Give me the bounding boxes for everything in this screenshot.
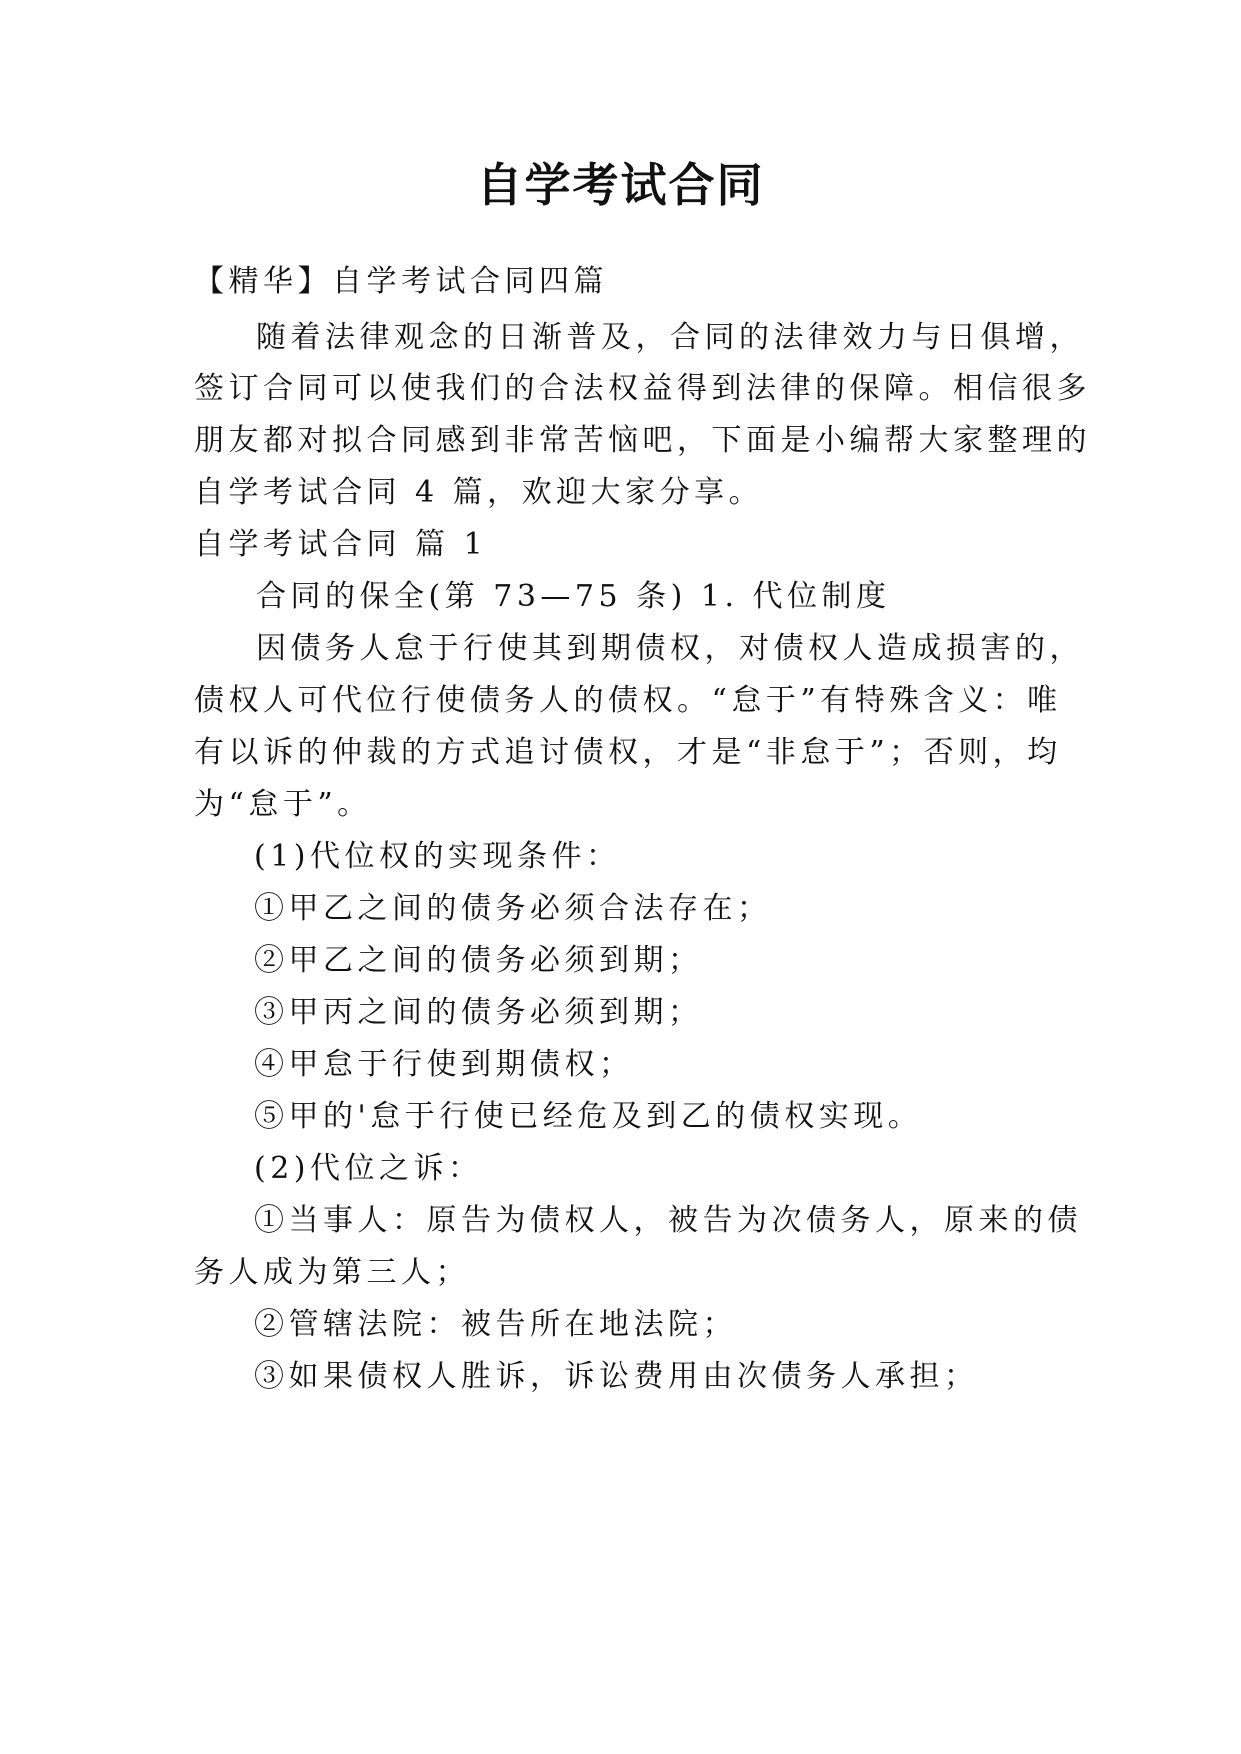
paragraph-line-2: 债权人可代位行使债务人的债权。“怠于”有特殊含义：唯 — [194, 683, 1062, 718]
section-heading: 自学考试合同 篇 1 — [194, 527, 488, 562]
paragraph-line-1: 因债务人怠于行使其到期债权，对债权人造成损害的， — [256, 631, 1084, 666]
intro-line-2: 签订合同可以使我们的合法权益得到法律的保障。相信很多 — [194, 371, 1091, 406]
condition-item-5: ⑤甲的'怠于行使已经危及到乙的债权实现。 — [254, 1099, 923, 1134]
lawsuit-item-1-line-1: ①当事人：原告为债权人，被告为次债务人，原来的债 — [254, 1203, 1082, 1238]
condition-item-1: ①甲乙之间的债务必须合法存在； — [254, 891, 772, 926]
intro-line-1: 随着法律观念的日渐普及，合同的法律效力与日俱增， — [256, 320, 1084, 355]
intro-line-3: 朋友都对拟合同感到非常苦恼吧，下面是小编帮大家整理的 — [194, 423, 1091, 458]
clause-heading: 合同的保全(第 73—75 条) 1. 代位制度 — [256, 579, 891, 614]
conditions-heading: (1)代位权的实现条件： — [254, 839, 621, 874]
paragraph-line-4: 为“怠于”。 — [194, 787, 372, 822]
condition-item-2: ②甲乙之间的债务必须到期； — [254, 943, 703, 978]
lawsuit-item-3: ③如果债权人胜诉，诉讼费用由次债务人承担； — [254, 1359, 979, 1394]
subtitle-line: 【精华】自学考试合同四篇 — [194, 264, 608, 299]
lawsuit-item-2: ②管辖法院：被告所在地法院； — [254, 1307, 737, 1342]
lawsuit-heading: (2)代位之诉： — [254, 1151, 483, 1186]
condition-item-3: ③甲丙之间的债务必须到期； — [254, 995, 703, 1030]
condition-item-4: ④甲怠于行使到期债权； — [254, 1047, 634, 1082]
lawsuit-item-1-line-2: 务人成为第三人； — [194, 1255, 470, 1290]
paragraph-line-3: 有以诉的仲裁的方式追讨债权，才是“非怠于”；否则，均 — [194, 735, 1062, 770]
intro-line-4: 自学考试合同 4 篇，欢迎大家分享。 — [194, 475, 764, 510]
document-title: 自学考试合同 — [476, 158, 765, 212]
